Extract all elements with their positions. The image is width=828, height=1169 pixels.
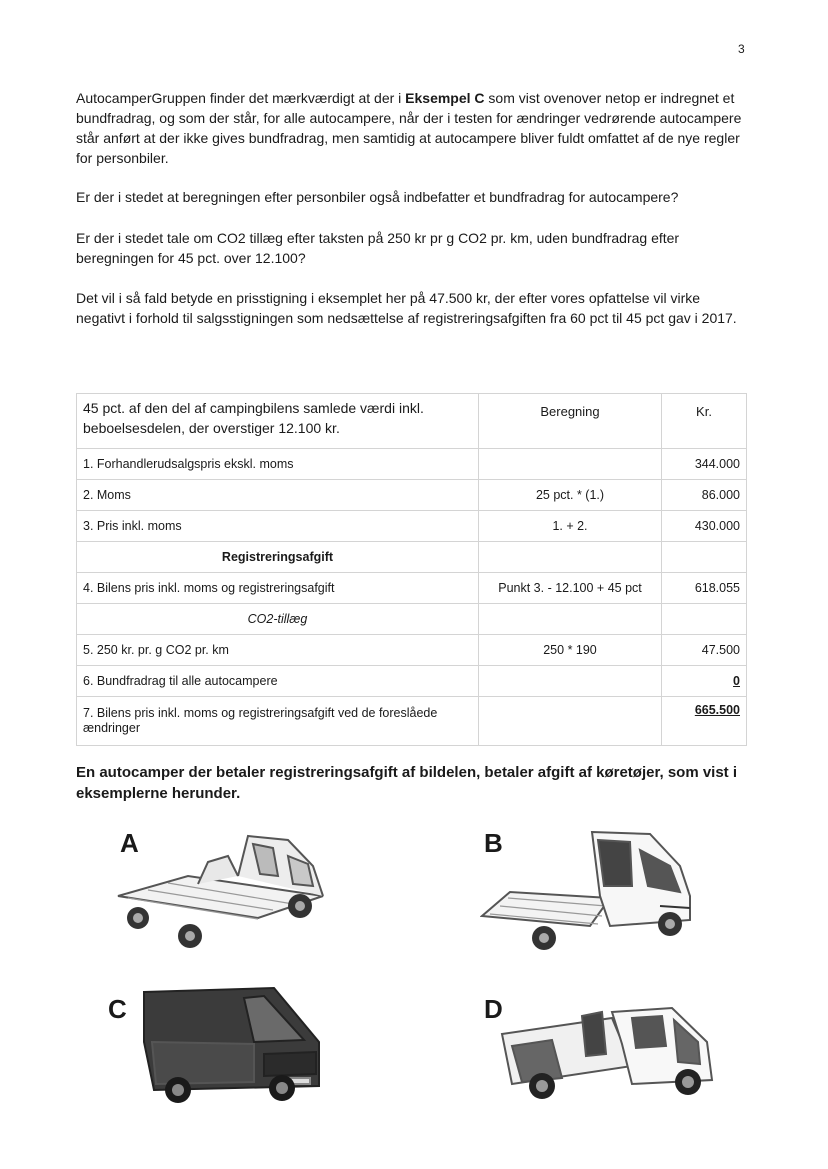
paragraph-4: Det vil i så fald betyde en prisstigning i eksemplet her på 47.500 kr, der efter vores opfattelse vil virke negativt i forhold til salgsstigningen som nedsættelse af registreringsafgiften fra 60 pct til 45 pct gav i 2017. (76, 290, 737, 326)
row-amount (662, 666, 747, 697)
table-section-row (77, 542, 747, 573)
table-section-row (77, 604, 747, 635)
calculation-table (76, 393, 747, 746)
bundfradrag-value: 0 (733, 673, 740, 688)
table-header-row (77, 394, 747, 449)
row-label: 5. 250 kr. pr. g CO2 pr. km (77, 635, 479, 666)
total-value: 665.500 (694, 703, 740, 717)
table-row (77, 449, 747, 480)
row-label: 1. Forhandlerudsalgspris ekskl. moms (77, 449, 479, 480)
section-label: Registreringsafgift (77, 542, 479, 573)
header-calculation: Beregning (479, 394, 662, 449)
page-number: 3 (738, 42, 745, 56)
table-row (77, 697, 747, 746)
row-label: 4. Bilens pris inkl. moms og registreringsafgift (77, 573, 479, 604)
table-row (77, 573, 747, 604)
row-calc: Punkt 3. - 12.100 + 45 pct (479, 573, 662, 604)
paragraph-1-text-b: som vist ovenover netop er indregnet et bundfradrag, og som der står, for alle autocampere, når der i testen for ændringer vedrørende autocampere står anført at der ikke gives bundfradrag, men samtidig at autocampere bliver fuldt omfattet af de nye regler for personbiler. (76, 90, 742, 166)
row-calc (479, 449, 662, 480)
panel-van-icon (104, 982, 334, 1107)
row-calc: 250 * 190 (479, 635, 662, 666)
chassis-cab-icon (480, 826, 710, 966)
platform-cab-icon (482, 994, 722, 1104)
vehicles-heading: En autocamper der betaler registreringsafgift af bildelen, betaler afgift af køretøjer, som vist i eksemplerne herunder. (76, 764, 738, 802)
row-amount: 47.500 (662, 635, 747, 666)
row-amount (662, 697, 747, 746)
paragraph-3: Er der i stedet tale om CO2 tillæg efter taksten på 250 kr pr g CO2 pr. km, uden bundfradrag efter beregningen for 45 pct. over 12.100? (76, 230, 680, 266)
row-amount (662, 604, 747, 635)
row-amount: 86.000 (662, 480, 747, 511)
row-amount: 430.000 (662, 511, 747, 542)
row-calc (479, 604, 662, 635)
paragraph-1-bold: Eksempel C (405, 90, 485, 106)
vehicle-example-c (104, 982, 334, 1107)
row-calc: 25 pct. * (1.) (479, 480, 662, 511)
vehicle-example-d (482, 994, 722, 1104)
row-label: 6. Bundfradrag til alle autocampere (77, 666, 479, 697)
section-label: CO2-tillæg (77, 604, 479, 635)
paragraph-1 (76, 88, 748, 168)
vehicle-letter: C (108, 994, 127, 1024)
vehicle-letter: A (120, 828, 139, 858)
table-row (77, 511, 747, 542)
table-row (77, 480, 747, 511)
vehicle-letter: D (484, 994, 503, 1024)
table-row (77, 666, 747, 697)
header-description: 45 pct. af den del af campingbilens samlede værdi inkl. beboelsesdelen, der overstiger 12.100 kr. (77, 394, 479, 449)
row-label: 3. Pris inkl. moms (77, 511, 479, 542)
row-calc (479, 666, 662, 697)
chassis-cab-frame-icon (108, 826, 338, 956)
vehicle-example-b (480, 826, 710, 966)
vehicle-example-a (108, 826, 338, 956)
row-amount: 618.055 (662, 573, 747, 604)
table-row (77, 635, 747, 666)
paragraph-1-text-a: AutocamperGruppen finder det mærkværdigt at der i (76, 90, 406, 106)
row-label: 7. Bilens pris inkl. moms og registreringsafgift ved de foreslåede ændringer (77, 697, 479, 746)
row-amount (662, 542, 747, 573)
row-calc: 1. + 2. (479, 511, 662, 542)
vehicle-letter: B (484, 828, 503, 858)
header-amount: Kr. (662, 394, 747, 449)
row-amount: 344.000 (662, 449, 747, 480)
row-calc (479, 542, 662, 573)
row-label: 2. Moms (77, 480, 479, 511)
row-calc (479, 697, 662, 746)
paragraph-2: Er der i stedet at beregningen efter personbiler også indbefatter et bundfradrag for autocampere? (76, 189, 679, 205)
